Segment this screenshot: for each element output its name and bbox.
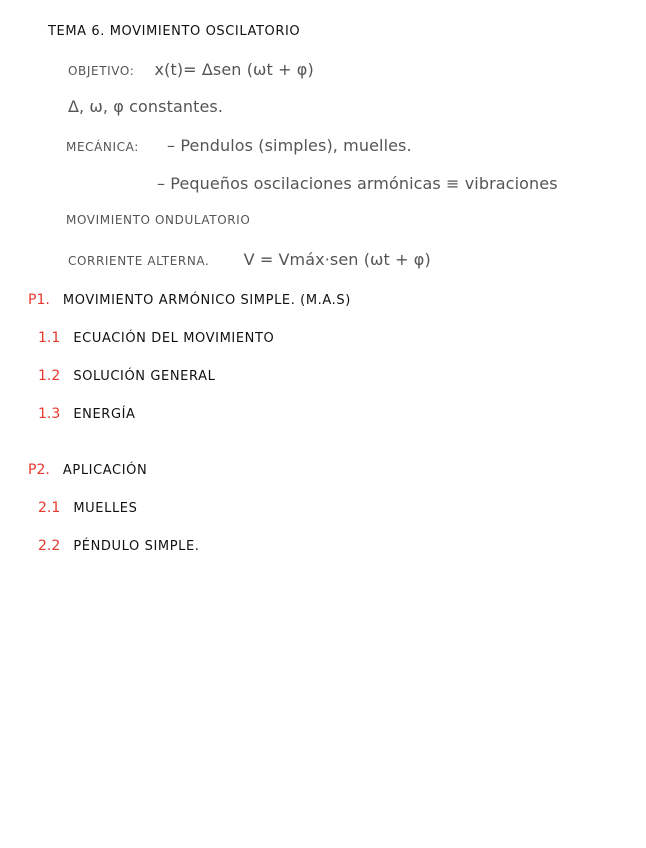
subsection-1-3 [38, 403, 136, 422]
subsection-1-3-label: ENERGÍA [73, 407, 136, 422]
subsection-2-2 [38, 535, 200, 554]
subsection-1-2-label: SOLUCIÓN GENERAL [73, 369, 216, 384]
mecanica-item-1: – Pendulos (simples), muelles. [167, 136, 412, 155]
subsection-1-2 [38, 365, 215, 384]
subsection-2-2-label: PÉNDULO SIMPLE. [73, 539, 200, 554]
section-p1-number: P1. [28, 292, 50, 308]
section-p2-title: APLICACIÓN [62, 463, 148, 478]
corriente-label: CORRIENTE ALTERNA. [68, 254, 210, 268]
subsection-2-1 [38, 497, 137, 516]
mecanica-line [66, 136, 412, 155]
objetivo-label: OBJETIVO: [68, 64, 135, 78]
mecanica-label: MECÁNICA: [66, 140, 139, 154]
subsection-1-1-number: 1.1 [38, 330, 61, 346]
subsection-2-1-number: 2.1 [38, 500, 61, 516]
objetivo-line [68, 60, 314, 79]
page-title: TEMA 6. MOVIMIENTO OSCILATORIO [48, 24, 301, 39]
corriente-formula: V = Vmáx·sen (ωt + φ) [243, 250, 431, 269]
section-p2-number: P2. [28, 462, 50, 478]
mecanica-item-2: – Pequeños oscilaciones armónicas ≡ vibraciones [157, 174, 558, 193]
section-p1-heading [28, 289, 351, 308]
section-p1-title: MOVIMIENTO ARMÓNICO SIMPLE. (M.A.S) [62, 293, 351, 308]
objetivo-formula: x(t)= Δsen (ωt + φ) [154, 60, 314, 79]
subsection-1-3-number: 1.3 [38, 406, 61, 422]
corriente-line [68, 250, 431, 269]
subsection-2-1-label: MUELLES [73, 501, 138, 516]
subsection-2-2-number: 2.2 [38, 538, 61, 554]
constants-line: Δ, ω, φ constantes. [68, 97, 224, 116]
subsection-1-2-number: 1.2 [38, 368, 61, 384]
section-p2-heading [28, 459, 147, 478]
subsection-1-1 [38, 327, 274, 346]
subsection-1-1-label: ECUACIÓN DEL MOVIMIENTO [73, 331, 275, 346]
ondulatorio-line: MOVIMIENTO ONDULATORIO [66, 213, 251, 227]
